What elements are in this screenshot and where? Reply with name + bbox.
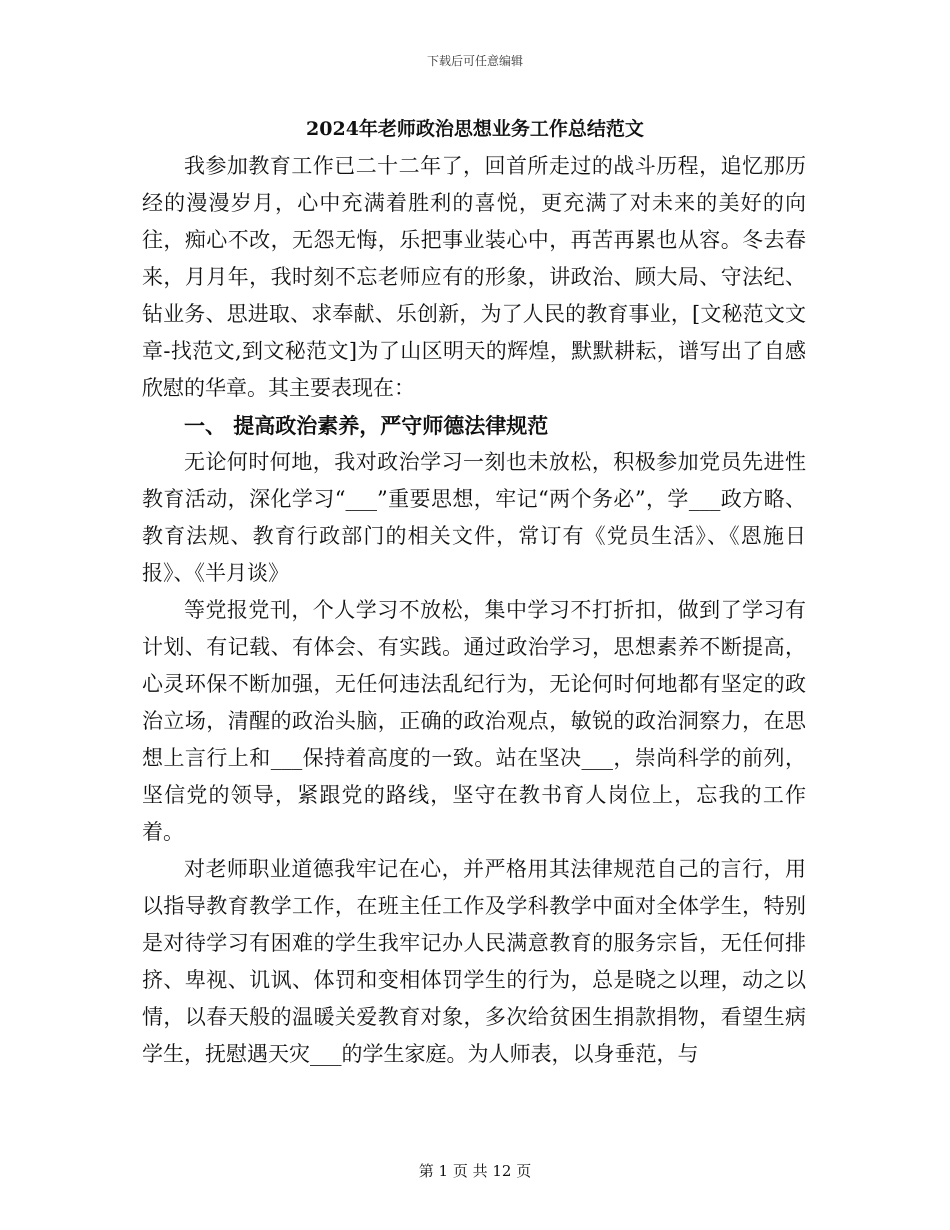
paragraph-study-results: 等党报党刊，个人学习不放松，集中学习不打折扣，做到了学习有计划、有记载、有体会、有实践。通过政治学习，思想素养不断提高，心灵环保不断加强，无任何违法乱纪行为，无论何时何地都有坚定的政治立场，清醒的政治头脑，正确的政治观点，敏锐的政治洞察力，在思想上言行上和___保持着高度的一致。站在坚决___，崇尚科学的前列，坚信党的领导，紧跟党的路线，坚守在教书育人岗位上，忘我的工作着。 [142,598,806,844]
page-footer: 第 1 页 共 12 页 [418,1162,532,1180]
paragraph-political-study: 无论何时何地，我对政治学习一刻也未放松，积极参加党员先进性教育活动，深化学习“___”重要思想，牢记“两个务必”，学___政方略、教育法规、教育行政部门的相关文件，常订有《党员生活》、《恩施日报》、《半月谈》 [142,450,806,585]
paragraph-ethics: 对老师职业道德我牢记在心，并严格用其法律规范自己的言行，用以指导教育教学工作，在班主任工作及学科教学中面对全体学生，特别是对待学习有困难的学生我牢记办人民满意教育的服务宗旨，无任何排挤、卑视、讥讽、体罚和变相体罚学生的行为，总是晓之以理，动之以情，以春天般的温暖关爱教育对象，多次给贫困生捐款捐物，看望生病学生，抚慰遇天灾___的学生家庭。为人师表，以身垂范，与 [142,857,806,1066]
header-note: 下载后可任意编辑 [426,54,523,68]
paragraph-intro: 我参加教育工作已二十二年了，回首所走过的战斗历程，追忆那历经的漫漫岁月，心中充满着胜利的喜悦，更充满了对未来的美好的向往，痴心不改，无怨无悔，乐把事业装心中，再苦再累也从容。冬去春来，月月年，我时刻不忘老师应有的形象，讲政治、顾大局、守法纪、钻业务、思进取、求奉献、乐创新，为了人民的教育事业，[文秘范文文章-找范文,到文秘范文]为了山区明天的辉煌，默默耕耘，谱写出了自感欣慰的华章。其主要表现在： [142,154,806,400]
section-heading: 一、 提高政治素养，严守师德法律规范 [184,413,549,438]
document-title: 2024年老师政治思想业务工作总结范文 [306,118,644,140]
document-body [142,148,806,1073]
